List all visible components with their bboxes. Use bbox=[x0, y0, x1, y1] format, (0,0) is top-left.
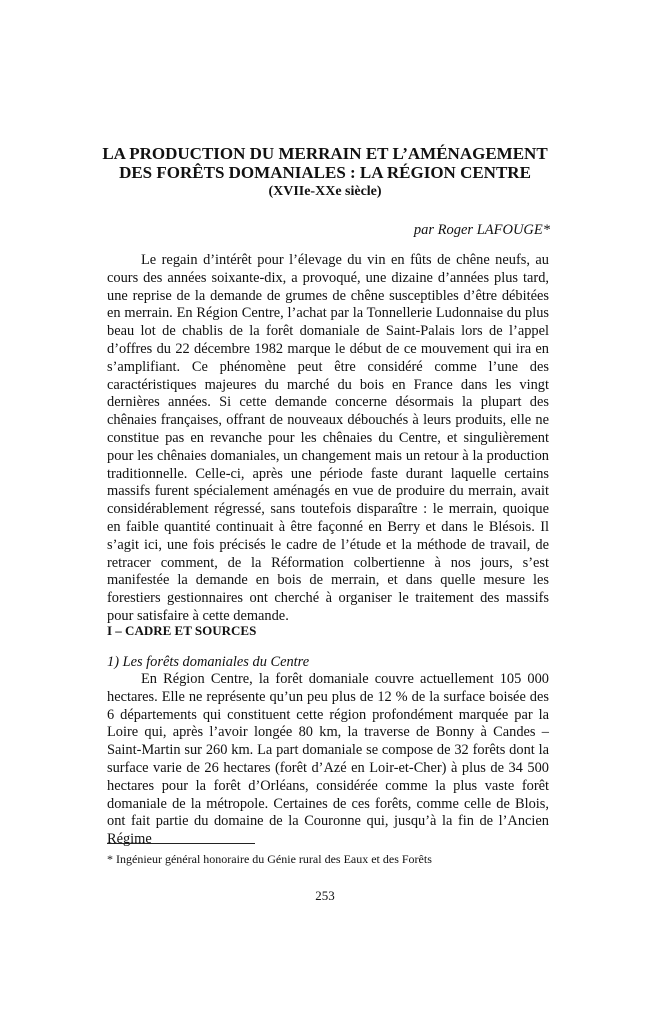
article-title bbox=[100, 144, 550, 182]
section-heading: I – CADRE ET SOURCES bbox=[107, 623, 257, 638]
article-subtitle: (XVIIe-XXe siècle) bbox=[268, 184, 382, 199]
article-title-line-1: LA PRODUCTION DU MERRAIN ET L’AMÉNAGEMENT bbox=[102, 144, 548, 163]
article-title-line-2: DES FORÊTS DOMANIALES : LA RÉGION CENTRE bbox=[119, 163, 531, 182]
footnote-divider bbox=[107, 843, 255, 844]
page-number: 253 bbox=[315, 888, 335, 903]
section-paragraph: En Région Centre, la forêt domaniale couvre actuellement 105 000 hectares. Elle ne représente qu’un peu plus de 12 % de la surface boisée des 6 départements qui constituent cette région profondément marquée par la Loire qui, après l’avoir longée 80 km, la traverse de Bonny à Candes – Saint-Martin sur 260 km. La part domaniale se compose de 32 forêts dont la surface varie de 26 hectares (forêt d’Azé en Loir-et-Cher) à plus de 34 500 hectares pour la forêt d’Orléans, considérée comme la plus vaste forêt domaniale de la métropole. Certaines de ces forêts, comme celle de Blois, ont fait partie du domaine de la Couronne qui, jusqu’à la fin de l’Ancien Régime bbox=[107, 671, 549, 848]
subsection-heading: 1) Les forêts domaniales du Centre bbox=[107, 654, 310, 670]
intro-paragraph: Le regain d’intérêt pour l’élevage du vin en fûts de chêne neufs, au cours des années soixante-dix, a provoqué, une dizaine d’années plus tard, une reprise de la demande de grumes de chêne susceptibles d’être débitées en merrain. En Région Centre, l’achat par la Tonnellerie Ludonnaise du plus beau lot de chablis de la forêt domaniale de Saint-Palais lors de l’appel d’offres du 22 décembre 1982 marque le début de ce mouvement qui ira en s’amplifiant. Ce phénomène peut être considéré comme l’une des caractéristiques majeures du marché du bois en France dans les vingt dernières années. Si cette demande concerne désormais la plupart des chênaies françaises, offrant de nouveaux débouchés à leurs produits, elle ne constitue pas en revanche pour les chênaies du Centre, et singulièrement pour les chênaies domaniales, un changement mais un retour à la production traditionnelle. Celle-ci, après une période faste durant laquelle certains massifs furent spécialement aménagés en vue de produire du merrain, avait considérablement régressé, sans toutefois disparaître : le merrain, quoique en faible quantité continuait à être façonné en Berry et dans le Blésois. Il s’agit ici, une fois précisés le cadre de l’étude et la méthode de travail, de retracer comment, de la Réformation colbertienne à nos jours, s’est manifestée la demande en bois de merrain, et dans quelle mesure les forestiers gestionnaires ont cherché à organiser le traitement des massifs pour satisfaire à cette demande. bbox=[107, 252, 549, 624]
footnote: * Ingénieur général honoraire du Génie rural des Eaux et des Forêts bbox=[107, 852, 432, 866]
author-byline: par Roger LAFOUGE* bbox=[413, 222, 550, 238]
